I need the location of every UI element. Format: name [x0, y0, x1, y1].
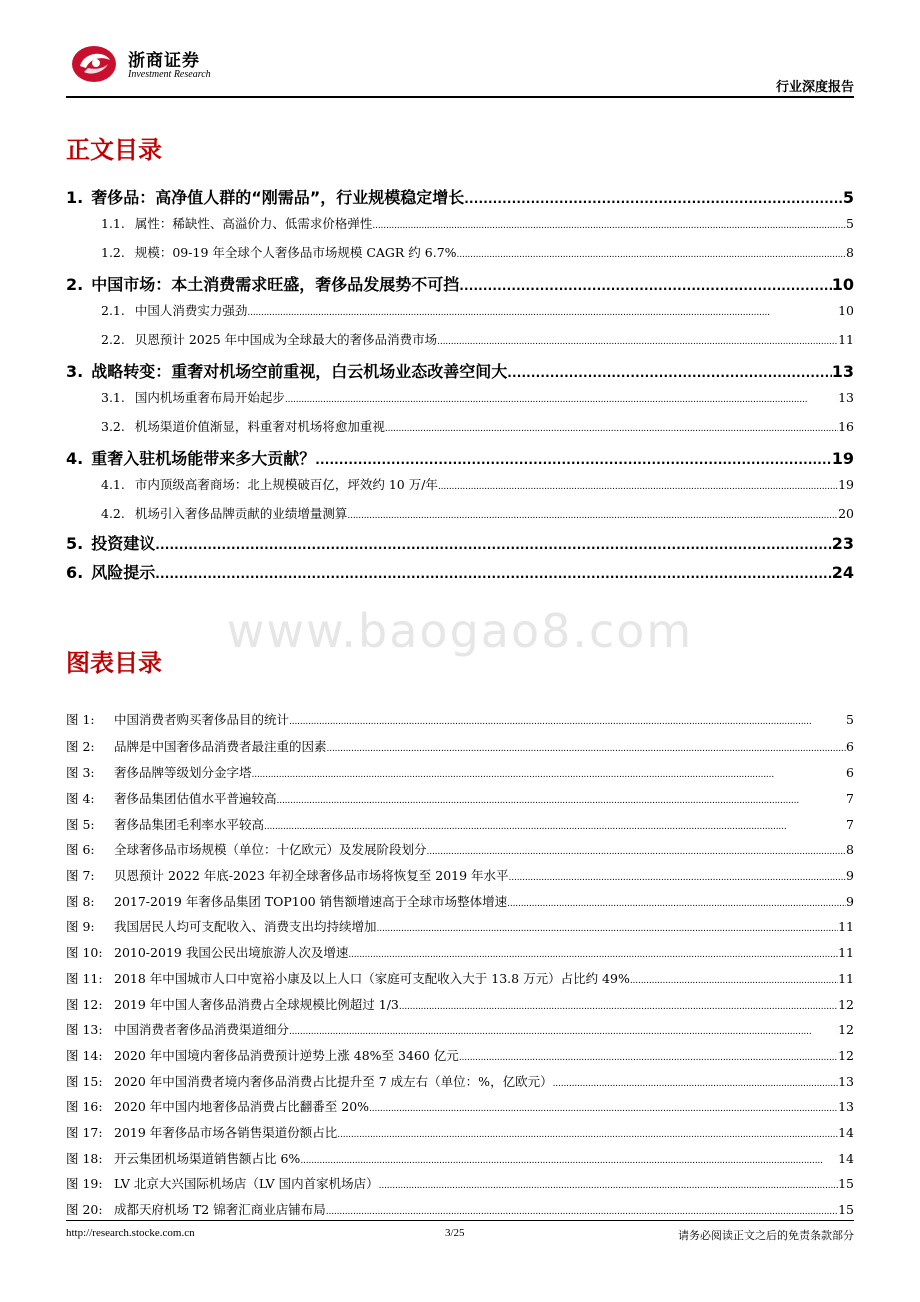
leader-dots [289, 1027, 838, 1037]
figure-title: 2010-2019 我国公民出境旅游人次及增速 [114, 945, 349, 960]
page-ref: 12 [838, 1022, 854, 1037]
figure-title: 中国消费者购买奢侈品目的统计 [114, 712, 290, 727]
figure-label: 图 15: [66, 1074, 103, 1089]
toc-number: 1. [66, 188, 84, 207]
figure-title: 2019 年中国人奢侈品消费占全球规模比例超过 1/3 [114, 997, 399, 1012]
figure-entry[interactable] [66, 815, 854, 833]
figure-title: 2020 年中国消费者境内奢侈品消费占比提升至 7 成左右（单位：%，亿欧元） [114, 1074, 553, 1089]
leader-dots [277, 796, 847, 806]
page-ref: 7 [846, 791, 854, 806]
leader-dots [464, 192, 843, 206]
figure-label: 图 13: [66, 1022, 103, 1037]
leader-dots [264, 822, 846, 832]
leader-dots [630, 976, 838, 986]
page-ref: 12 [838, 997, 854, 1012]
leader-dots [553, 1079, 839, 1089]
leader-dots [509, 873, 847, 883]
figure-entry[interactable] [66, 892, 854, 910]
toc-text: 贝恩预计 2025 年中国成为全球最大的奢侈品消费市场 [134, 332, 438, 347]
footer-url[interactable]: http://research.stocke.com.cn [66, 1227, 195, 1239]
figure-title: 中国消费者奢侈品消费渠道细分 [114, 1022, 290, 1037]
page-ref: 13 [838, 1074, 854, 1089]
leader-dots [289, 717, 846, 727]
leader-dots [347, 511, 838, 521]
figure-entry[interactable] [66, 840, 854, 858]
toc-entry[interactable] [66, 531, 854, 554]
leader-dots [379, 1181, 838, 1191]
page-ref: 13 [831, 362, 854, 381]
leader-dots [300, 1156, 838, 1166]
logo-mark [70, 42, 118, 84]
toc-subentry[interactable] [101, 330, 854, 348]
figure-label: 图 14: [66, 1048, 103, 1063]
figure-entry[interactable] [66, 1097, 854, 1115]
toc-title: 正文目录 [66, 136, 162, 164]
page-ref: 11 [838, 971, 854, 986]
page-ref: 14 [838, 1125, 854, 1140]
figure-label: 图 18: [66, 1151, 103, 1166]
figure-label: 图 9: [66, 919, 95, 934]
page-ref: 24 [831, 563, 854, 582]
footer-disclaimer: 请务必阅读正文之后的免责条款部分 [678, 1229, 854, 1242]
page-ref: 11 [838, 332, 854, 347]
figure-label: 图 6: [66, 842, 95, 857]
toc-text: 机场引入奢侈品牌贡献的业绩增量测算 [134, 506, 348, 521]
figure-label: 图 5: [66, 817, 95, 832]
page-ref: 10 [838, 303, 854, 318]
leader-dots [285, 395, 838, 405]
page-ref: 6 [846, 739, 854, 754]
toc-number: 4. [66, 449, 84, 468]
toc-text: 中国市场：本土消费需求旺盛，奢侈品发展势不可挡 [91, 275, 460, 294]
page-number: 3/25 [445, 1227, 465, 1239]
figure-entry[interactable] [66, 917, 854, 935]
figure-title: 贝恩预计 2022 年底-2023 年初全球奢侈品市场将恢复至 2019 年水平 [114, 868, 509, 883]
company-name-en: Investment Research [128, 69, 211, 80]
toc-text: 属性：稀缺性、高溢价力、低需求价格弹性 [134, 216, 373, 231]
page-ref: 6 [846, 765, 854, 780]
toc-text: 奢侈品：高净值人群的“刚需品”，行业规模稳定增长 [91, 188, 465, 207]
figure-entry[interactable] [66, 1072, 854, 1090]
figures-title: 图表目录 [66, 649, 162, 677]
toc-subentry[interactable] [101, 214, 854, 232]
figure-label: 图 10: [66, 945, 103, 960]
figure-entry[interactable] [66, 943, 854, 961]
leader-dots [337, 1130, 838, 1140]
leader-dots [399, 1002, 838, 1012]
figure-entry[interactable] [66, 1174, 854, 1192]
leader-dots [326, 1207, 838, 1217]
toc-number: 6. [66, 563, 84, 582]
toc-entry[interactable] [66, 185, 854, 208]
figure-label: 图 11: [66, 971, 103, 986]
figure-entry[interactable] [66, 1200, 854, 1218]
toc-number: 5. [66, 534, 84, 553]
toc-text: 中国人消费实力强劲 [134, 303, 248, 318]
figure-entry[interactable] [66, 1149, 854, 1167]
figure-label: 图 12: [66, 997, 103, 1012]
company-name-cn: 浙商证券 [128, 51, 200, 71]
page-ref: 7 [846, 817, 854, 832]
footer-divider [66, 1220, 854, 1221]
figure-label: 图 7: [66, 868, 95, 883]
page-ref: 5 [846, 216, 854, 231]
figure-entry[interactable] [66, 737, 854, 755]
page-ref: 11 [838, 945, 854, 960]
page-ref: 15 [838, 1202, 854, 1217]
figure-title: 开云集团机场渠道销售额占比 6% [114, 1151, 301, 1166]
toc-entry[interactable] [66, 446, 854, 469]
leader-dots [427, 847, 847, 857]
toc-entry[interactable] [66, 359, 854, 382]
leader-dots [315, 453, 832, 467]
toc-number: 3.2. [101, 419, 125, 434]
page-ref: 10 [831, 275, 854, 294]
page-ref: 11 [838, 919, 854, 934]
figure-title: 2020 年中国内地奢侈品消费占比翻番至 20% [114, 1099, 370, 1114]
leader-dots [437, 337, 838, 347]
page-ref: 12 [838, 1048, 854, 1063]
page-ref: 19 [831, 449, 854, 468]
toc-entry[interactable] [66, 560, 854, 583]
figure-label: 图 8: [66, 894, 95, 909]
toc-subentry[interactable] [101, 301, 854, 319]
toc-subentry[interactable] [101, 475, 854, 493]
page-ref: 9 [846, 894, 854, 909]
leader-dots [507, 366, 832, 380]
toc-text: 风险提示 [91, 563, 156, 582]
figure-entry[interactable] [66, 866, 854, 884]
toc-number: 3.1. [101, 390, 125, 405]
page-ref: 8 [846, 842, 854, 857]
figure-title: 奢侈品集团毛利率水平较高 [114, 817, 265, 832]
leader-dots [438, 482, 838, 492]
figure-title: 我国居民人均可支配收入、消费支出均持续增加 [114, 919, 377, 934]
toc-text: 投资建议 [91, 534, 156, 553]
toc-number: 2. [66, 275, 84, 294]
figure-label: 图 20: [66, 1202, 103, 1217]
toc-entry[interactable] [66, 272, 854, 295]
toc-subentry[interactable] [101, 243, 854, 261]
figure-entry[interactable] [66, 1046, 854, 1064]
toc-subentry[interactable] [101, 417, 854, 435]
toc-text: 机场渠道价值渐显，料重奢对机场将愈加重视 [134, 419, 385, 434]
figure-title: 成都天府机场 T2 锦奢汇商业店铺布局 [114, 1202, 326, 1217]
figure-entry[interactable] [66, 763, 854, 781]
leader-dots [385, 424, 838, 434]
figure-title: 2018 年中国城市人口中宽裕小康及以上人口（家庭可支配收入大于 13.8 万元）占比约 49% [114, 971, 630, 986]
logo-swirl-icon [70, 42, 118, 84]
toc-number: 2.1. [101, 303, 125, 318]
figure-title: 奢侈品集团估值水平普遍较高 [114, 791, 277, 806]
report-type: 行业深度报告 [775, 80, 854, 95]
figure-title: 全球奢侈品市场规模（单位：十亿欧元）及发展阶段划分 [114, 842, 427, 857]
page-ref: 23 [831, 534, 854, 553]
figure-label: 图 4: [66, 791, 95, 806]
page-ref: 19 [838, 477, 854, 492]
toc-text: 规模：09-19 年全球个人奢侈品市场规模 CAGR 约 6.7% [134, 245, 457, 260]
figure-title: 奢侈品牌等级划分金字塔 [114, 765, 252, 780]
toc-number: 3. [66, 362, 84, 381]
page-ref: 8 [846, 245, 854, 260]
leader-dots [247, 308, 838, 318]
toc-text: 市内顶级高奢商场：北上规模破百亿，坪效约 10 万/年 [134, 477, 438, 492]
figure-title: 品牌是中国奢侈品消费者最注重的因素 [114, 739, 327, 754]
figure-title: LV 北京大兴国际机场店（LV 国内首家机场店） [114, 1176, 379, 1191]
page-ref: 5 [842, 188, 854, 207]
page-ref: 5 [846, 712, 854, 727]
figure-title: 2019 年奢侈品市场各销售渠道份额占比 [114, 1125, 338, 1140]
toc-number: 4.2. [101, 506, 125, 521]
figure-entry[interactable] [66, 789, 854, 807]
leader-dots [372, 221, 846, 231]
figure-entry[interactable] [66, 1020, 854, 1038]
figure-label: 图 19: [66, 1176, 103, 1191]
leader-dots [252, 770, 847, 780]
figure-title: 2020 年中国境内奢侈品消费预计逆势上涨 48%至 3460 亿元 [114, 1048, 459, 1063]
leader-dots [459, 279, 832, 293]
toc-subentry[interactable] [101, 504, 854, 522]
toc-number: 1.1. [101, 216, 125, 231]
toc-subentry[interactable] [101, 388, 854, 406]
leader-dots [377, 924, 839, 934]
figure-entry[interactable] [66, 710, 854, 728]
figure-label: 图 3: [66, 765, 95, 780]
figure-label: 图 1: [66, 712, 95, 727]
page-ref: 20 [838, 506, 854, 521]
leader-dots [507, 899, 846, 909]
toc-text: 战略转变：重奢对机场空前重视，白云机场业态改善空间大 [91, 362, 508, 381]
leader-dots [155, 538, 832, 552]
toc-text: 重奢入驻机场能带来多大贡献？ [91, 449, 316, 468]
figure-title: 2017-2019 年奢侈品集团 TOP100 销售额增速高于全球市场整体增速 [114, 894, 508, 909]
leader-dots [457, 250, 847, 260]
header-divider [66, 96, 854, 98]
figure-label: 图 2: [66, 739, 95, 754]
page-ref: 13 [838, 390, 854, 405]
figure-entry[interactable] [66, 1123, 854, 1141]
page-ref: 16 [838, 419, 854, 434]
leader-dots [459, 1053, 838, 1063]
figure-entry[interactable] [66, 995, 854, 1013]
page-ref: 15 [838, 1176, 854, 1191]
leader-dots [348, 950, 838, 960]
toc-number: 4.1. [101, 477, 125, 492]
toc-number: 2.2. [101, 332, 125, 347]
figure-label: 图 16: [66, 1099, 103, 1114]
leader-dots [155, 567, 832, 581]
figure-entry[interactable] [66, 969, 854, 987]
toc-number: 1.2. [101, 245, 125, 260]
page-ref: 14 [838, 1151, 854, 1166]
watermark: www.baogao8.com [226, 604, 694, 658]
page-ref: 13 [838, 1099, 854, 1114]
toc-text: 国内机场重奢布局开始起步 [134, 390, 285, 405]
figure-label: 图 17: [66, 1125, 103, 1140]
leader-dots [327, 744, 847, 754]
leader-dots [369, 1104, 838, 1114]
page-ref: 9 [846, 868, 854, 883]
